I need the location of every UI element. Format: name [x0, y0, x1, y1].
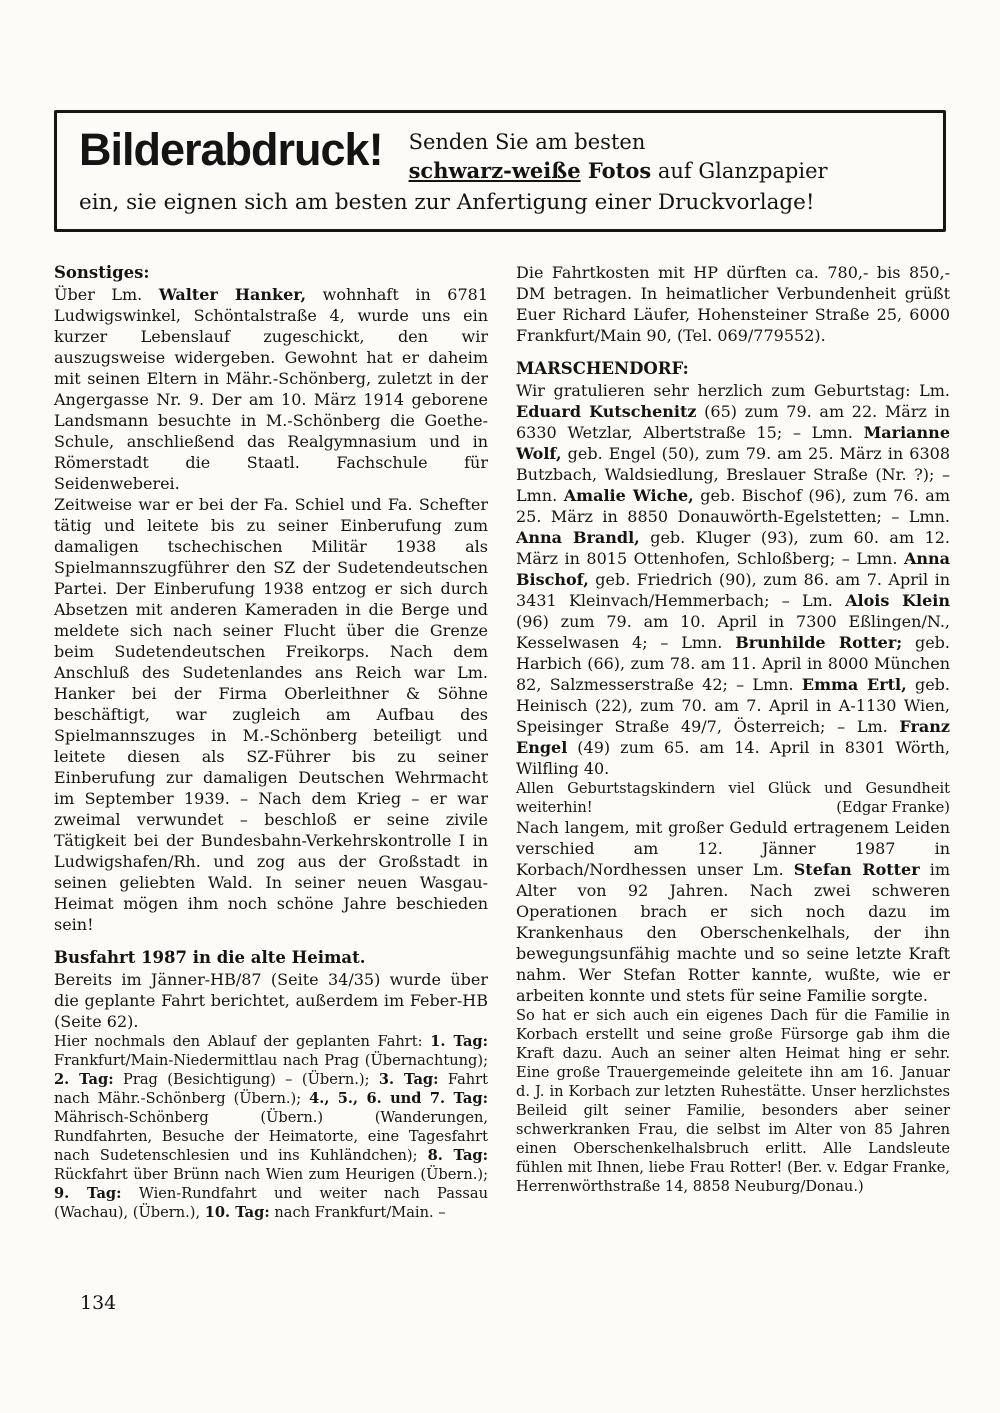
para-walter-hanker-2 [54, 494, 488, 935]
bold-text: Anna Bischof, [516, 549, 950, 589]
text: nach Frankfurt/Main. – [269, 1204, 446, 1221]
text: Wir gratulieren sehr herzlich zum Geburtstag: Lm. [516, 381, 950, 400]
bold-text: 9. Tag: [54, 1185, 122, 1202]
para-geburtstage [516, 380, 950, 779]
text: Die Fahrtkosten mit HP dürften ca. 780,- bis 850,- DM betragen. In heimatlicher Verbundenheit grüßt Euer Richard Läufer, Hohensteiner Straße 25, 6000 Frankfurt/Main 90, (Tel. 069/779552). [516, 263, 950, 345]
ad-emphasis-bold: Fotos [580, 157, 652, 183]
right-column [516, 262, 950, 1222]
bold-text: Stefan Rotter [793, 860, 920, 879]
para-fahrtkosten [516, 262, 950, 346]
text: (96) zum 79. am 10. April in 7300 Eßlingen/N., Kesselwasen 4; – Lmn. [516, 612, 950, 652]
bold-text: 1. Tag: [430, 1033, 488, 1050]
text: geb. Friedrich (90), zum 86. am 7. April in 3431 Kleinvach/Hemmerbach; – Lm. [516, 570, 950, 610]
text: (65) zum 79. am 22. März in 6330 Wetzlar, Albertstraße 15; – Lmn. [516, 402, 951, 442]
left-column [54, 262, 488, 1222]
text: geb. Bischof (96), zum 76. am 25. März in 8850 Donauwörth-Egelstetten; – Lmn. [516, 486, 950, 526]
text: Zeitweise war er bei der Fa. Schiel und Fa. Schefter tätig und leitete bis zu seiner Einberufung zum damaligen tschechischen Militär 1938 als Spielmannszugführer den SZ der Sudetendeutschen Partei. Der Einberufung 1938 entzog er sich durch Absetzen mit anderen Kameraden in die Berge und meldete sich nach seiner Flucht über die Grenze beim Sudetendeutschen Freikorps. Nach dem Anschluß des Sudetenlandes ans Reich war Lm. Hanker bei der Firma Oberleithner & Söhne beschäftigt, war zugleich am Aufbau des Spielmannszuges in M.-Schönberg beteiligt und leitete diesen als SZ-Führer bis zu seiner Einberufung zur damaligen Deutschen Wehrmacht im September 1939. – Nach dem Krieg – er war zweimal verwundet – beschloß er seine zivile Tätigkeit bei der Bundesbahn-Verkehrskontrolle I in Ludwigshafen/Rh. und zog aus der Großstadt in seinen geliebten Wald. In seiner neuen Wasgau-Heimat mögen ihm noch schöne Jahre beschieden sein! [54, 495, 488, 934]
bold-text: 10. Tag: [204, 1204, 270, 1221]
text: wohnhaft in 6781 Ludwigswinkel, Schöntalstraße 4, wurde uns ein kurzer Lebenslauf zugeschickt, den wir auszugsweise widergeben. Gewohnt hat er daheim mit seinen Eltern in Mähr.-Schönberg, zuletzt in der Angergasse Nr. 9. Der am 10. März 1914 geborene Landsmann besuchte in M.-Schönberg die Goethe-Schule, anschließend das Realgymnasium und in Römerstadt die Staatl. Fachschule für Seidenweberei. [54, 285, 489, 493]
bold-text: 2. Tag: [54, 1071, 114, 1088]
para-busfahrt-ablauf [54, 1032, 488, 1222]
text: MARSCHENDORF: [516, 359, 689, 378]
text: Bereits im Jänner-HB/87 (Seite 34/35) wurde über die geplante Fahrt berichtet, außerdem im Feber-HB (Seite 62). [54, 970, 488, 1031]
text: im Alter von 92 Jahren. Nach zwei schweren Operationen brach er sich noch dazu im Krankenhaus den Oberschenkelhals, der ihn bewegungsunfähig machte und so seine letzte Kraft nahm. Wer Stefan Rotter kannte, wußte, wie er arbeiten konnte und stets für seine Familie sorgte. [516, 860, 951, 1005]
heading-sonstiges [54, 262, 488, 283]
text-columns [54, 262, 950, 1222]
bold-text: 4., 5., 6. und 7. Tag: [309, 1090, 488, 1107]
para-stefan-rotter [516, 817, 950, 1006]
text: Busfahrt 1987 in die alte Heimat. [54, 948, 366, 967]
para-glueckwunsch [516, 779, 950, 817]
signature: (Edgar Franke) [836, 799, 950, 816]
text: So hat er sich auch ein eigenes Dach für die Familie in Korbach erstellt und seine große Fürsorge gab ihm die Kraft dazu. Auch an seiner alten Heimat hing er sehr. Eine große Trauergemeinde geleitete ihn am 16. Januar d. J. in Korbach zur letzten Ruhestätte. Unser herzlichstes Beileid gilt seiner Familie, besonders aber seiner schwerkranken Frau, die selbst im Alter von 85 Jahren einen Oberschenkelhalsbruch erlitt. Alle Landsleute fühlen mit Ihnen, liebe Frau Rotter! (Ber. v. Edgar Franke, Herrenwörthstraße 14, 8858 Neuburg/Donau.) [516, 1007, 950, 1195]
bold-text: Eduard Kutschenitz [516, 402, 697, 421]
text: geb. Harbich (66), zum 78. am 11. April in 8000 München 82, Salzmesserstraße 42; – Lmn. [516, 633, 951, 694]
heading-marschendorf [516, 358, 950, 379]
para-walter-hanker-1 [54, 284, 488, 494]
text: Nach langem, mit großer Geduld ertragenem Leiden verschied am 12. Jänner 1987 in Korbach/Nordhessen unser Lm. [516, 818, 950, 879]
text: Fahrt nach Mähr.-Schönberg (Übern.); [54, 1071, 489, 1107]
bold-text: Franz Engel [516, 717, 950, 757]
bold-text: 3. Tag: [378, 1071, 439, 1088]
text: Über Lm. [54, 285, 159, 304]
bold-text: 8. Tag: [427, 1147, 488, 1164]
bold-text: Emma Ertl, [801, 675, 907, 694]
text: geb. Engel (50), zum 79. am 25. März in 6308 Butzbach, Waldsiedlung, Breslauer Straße (Nr. ?); – Lmn. [516, 444, 950, 505]
text: Frankfurt/Main-Niedermittlau nach Prag (Übernachtung); [54, 1052, 488, 1069]
ad-title: Bilderabdruck! [79, 124, 383, 175]
text: Mährisch-Schönberg (Übern.) (Wanderungen, Rundfahrten, Besuche der Heimatorte, eine Tagesfahrt nach Sudetenschlesien und ins Kuhländchen); [54, 1109, 488, 1164]
text: geb. Heinisch (22), zum 70. am 7. April in A-1130 Wien, Speisinger Straße 49/7, Österreich; – Lm. [516, 675, 950, 736]
bold-text: Brunhilde Rotter; [735, 633, 903, 652]
bold-text: Marianne Wolf, [516, 423, 950, 463]
text: Rückfahrt über Brünn nach Wien zum Heurigen (Übern.); [54, 1166, 488, 1183]
ad-box [54, 110, 946, 232]
para-nachruf [516, 1006, 950, 1196]
ad-right-text [409, 127, 828, 186]
text: Hier nochmals den Ablauf der geplanten Fahrt: [54, 1033, 431, 1050]
text: Sonstiges: [54, 263, 150, 282]
page-number: 134 [80, 1292, 117, 1314]
text: Prag (Besichtigung) – (Übern.); [113, 1071, 379, 1088]
ad-box-top [79, 124, 923, 186]
ad-line3: ein, sie eignen sich am besten zur Anfertigung einer Druckvorlage! [79, 189, 815, 215]
ad-line1: Senden Sie am besten [408, 130, 646, 154]
ad-emphasis-underlined: schwarz-weiße [408, 157, 581, 183]
heading-busfahrt [54, 947, 488, 968]
text: geb. Kluger (93), zum 60. am 12. März in 8015 Ottenhofen, Schloßberg; – Lmn. [516, 528, 951, 568]
para-busfahrt-intro [54, 969, 488, 1032]
text: Allen Geburtstagskindern viel Glück und Gesundheit weiterhin! [516, 780, 950, 816]
bold-text: Anna Brandl, [516, 528, 640, 547]
bold-text: Amalie Wiche, [563, 486, 694, 505]
ad-line2-rest: auf Glanzpapier [651, 158, 828, 183]
text: (49) zum 65. am 14. April in 8301 Wörth, Wilfling 40. [516, 738, 950, 778]
text: Wien-Rundfahrt und weiter nach Passau (Wachau), (Übern.), [54, 1185, 488, 1221]
bold-text: Walter Hanker, [158, 285, 307, 304]
bold-text: Alois Klein [845, 591, 950, 610]
